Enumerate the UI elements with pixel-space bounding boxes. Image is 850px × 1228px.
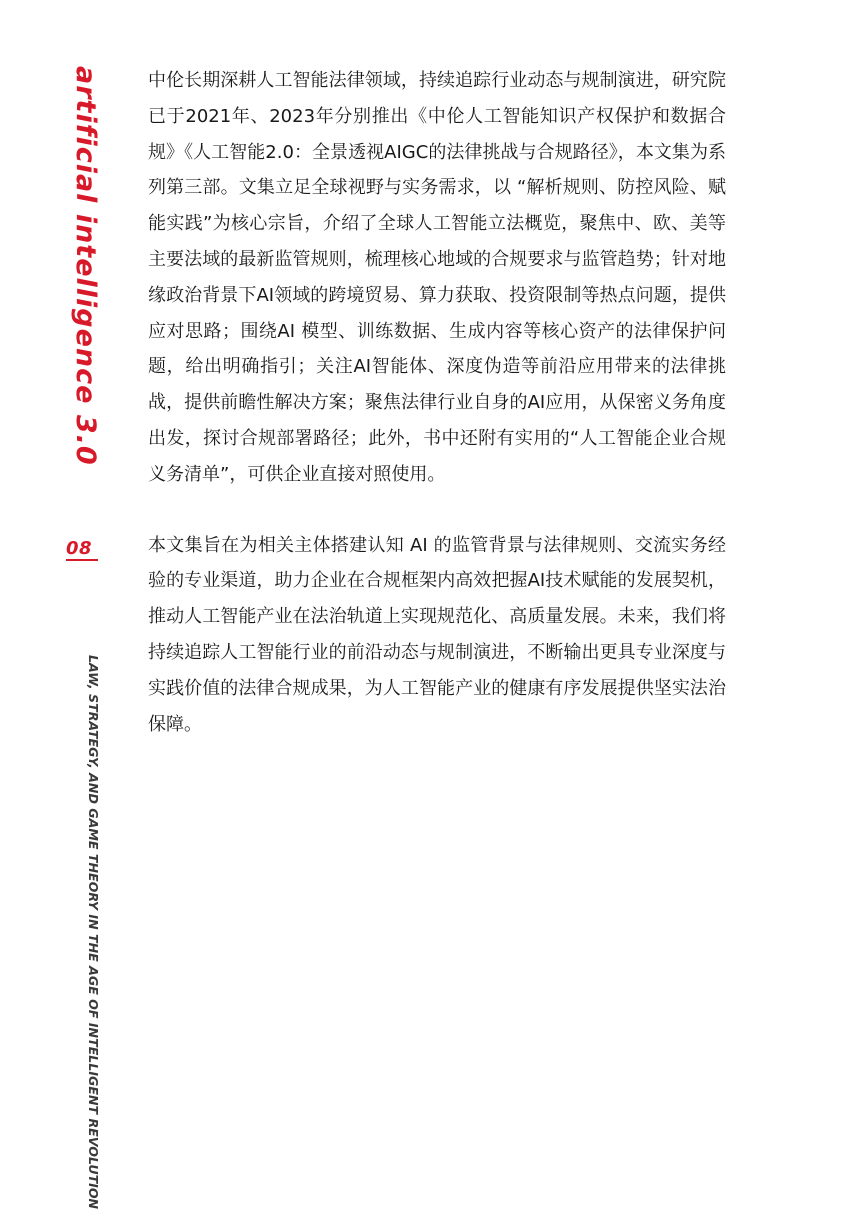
tagline-vertical (84, 655, 104, 1210)
series-title-text: artificial intelligence 3.0 (70, 66, 101, 466)
body-text (148, 63, 726, 742)
page-number-underline (66, 559, 98, 561)
page-number-text: 08 (66, 538, 93, 559)
series-title-vertical (62, 66, 112, 466)
paragraph-2: 本文集旨在为相关主体搭建认知 AI 的监管背景与法律规则、交流实务经验的专业渠道，助力企业在合规框架内高效把握AI技术赋能的发展契机，推动人工智能产业在法治轨道上实现规范化、高质量发展。未来，我们将持续追踪人工智能行业的前沿动态与规制演进，不断输出更具专业深度与实践价值的法律合规成果，为人工智能产业的健康有序发展提供坚实法治保障。 (148, 534, 726, 735)
page-number (66, 540, 98, 561)
tagline-text: LAW, STRATEGY, AND GAME THEORY IN THE AGE OF INTELLIGENT REVOLUTION (86, 655, 101, 1210)
paragraph-1: 中伦长期深耕人工智能法律领域，持续追踪行业动态与规制演进，研究院已于2021年、2023年分别推出《中伦人工智能知识产权保护和数据合规》《人工智能2.0：全景透视AIGC的法律挑战与合规路径》，本文集为系列第三部。文集立足全球视野与实务需求，以 “解析规则、防控风险、赋能实践”为核心宗旨，介绍了全球人工智能立法概览，聚焦中、欧、美等主要法域的最新监管规则，梳理核心地域的合规要求与监管趋势；针对地缘政治背景下AI领域的跨境贸易、算力获取、投资限制等热点问题，提供应对思路；围绕AI 模型、训练数据、生成内容等核心资产的法律保护问题，给出明确指引；关注AI智能体、深度伪造等前沿应用带来的法律挑战，提供前瞻性解决方案；聚焦法律行业自身的AI应用，从保密义务角度出发，探讨合规部署路径；此外，书中还附有实用的“人工智能企业合规义务清单”，可供企业直接对照使用。 (148, 70, 726, 485)
